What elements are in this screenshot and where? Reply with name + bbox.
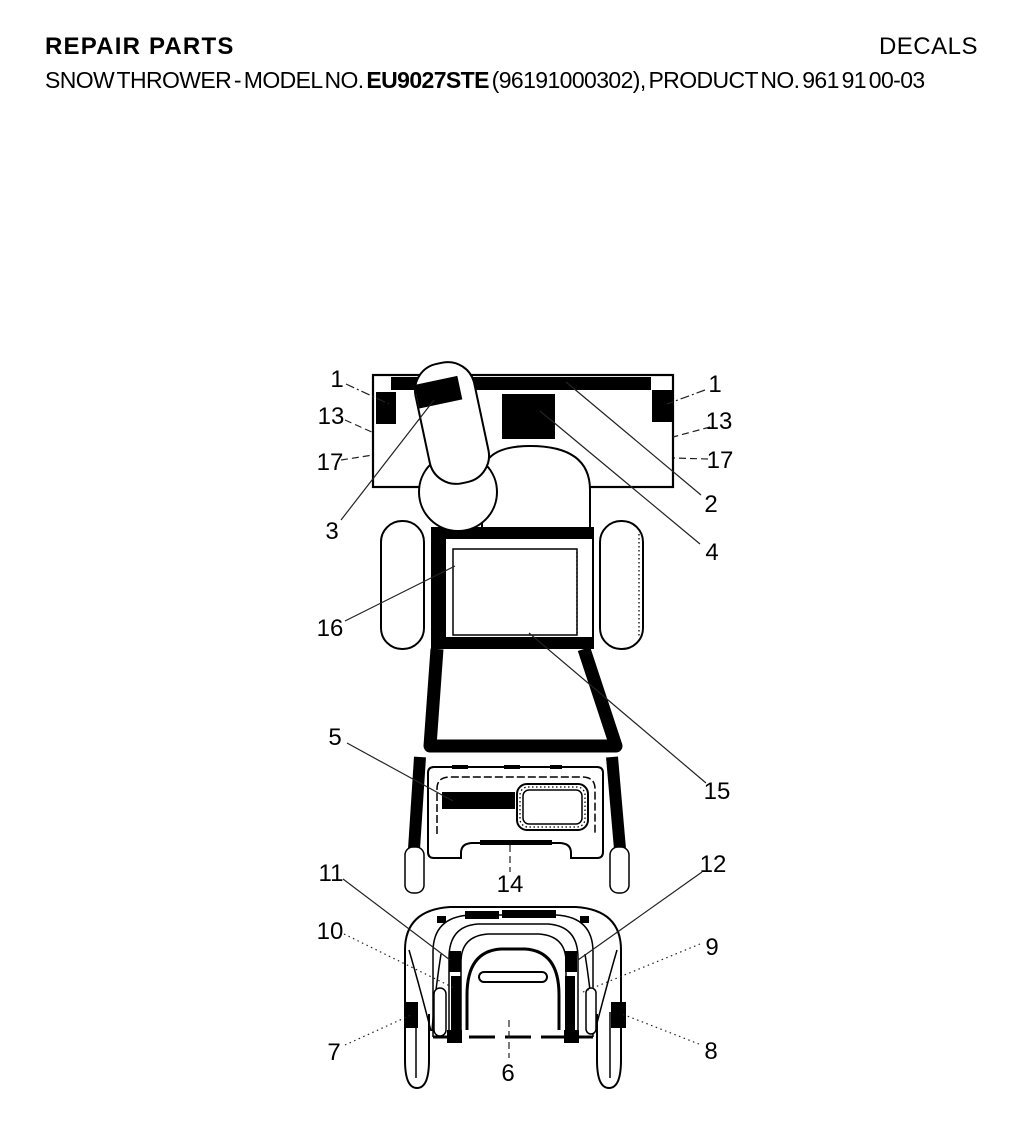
handle-frame-tube <box>430 649 616 746</box>
console-horseshoe <box>467 949 559 1030</box>
callout-2: 2 <box>704 491 718 518</box>
decal-12-patch <box>565 951 577 972</box>
console-top-band <box>437 916 446 923</box>
decal-9-patch <box>565 976 575 1036</box>
right-grip <box>610 847 629 893</box>
right-lower-tube <box>612 757 620 849</box>
callout-14: 14 <box>496 871 524 898</box>
leader-17-right <box>674 458 708 459</box>
leader-11 <box>343 879 450 960</box>
callout-13-right: 13 <box>705 408 733 435</box>
callout-13-left: 13 <box>317 403 345 430</box>
frame-bottom-bar <box>432 637 593 648</box>
decal-1-left <box>376 392 396 424</box>
model-number: EU9027STE <box>366 67 489 93</box>
callout-9: 9 <box>705 934 719 961</box>
callout-1-right: 1 <box>708 371 722 398</box>
callout-12: 12 <box>699 851 727 878</box>
callout-10: 10 <box>316 918 344 945</box>
console-top-band <box>465 911 499 919</box>
leader-13-left <box>345 420 374 433</box>
leader-9 <box>583 944 700 992</box>
callout-17-right: 17 <box>706 447 734 474</box>
panel-tick <box>550 765 562 769</box>
callout-1-left: 1 <box>330 366 344 393</box>
model-line-prefix: SNOW THROWER - MODEL NO. <box>45 67 367 93</box>
right-lever <box>586 988 596 1034</box>
leader-17-left <box>341 455 373 460</box>
model-line-suffix: (96191000302), PRODUCT NO. 961 91 00-03 <box>488 67 925 93</box>
callout-7: 7 <box>327 1039 341 1066</box>
decal-16-panel <box>453 549 577 635</box>
decal-11-patch <box>449 951 461 972</box>
frame-left-post <box>432 528 446 648</box>
console-top-band <box>502 910 556 918</box>
panel-tick <box>504 765 520 769</box>
callout-3: 3 <box>325 518 339 545</box>
belt-cover-dome <box>482 446 590 530</box>
leader-7 <box>345 1015 411 1045</box>
left-lever <box>434 988 446 1036</box>
callout-11: 11 <box>318 860 344 887</box>
right-wheel <box>600 521 643 649</box>
callout-6: 6 <box>501 1060 515 1087</box>
decal-10-patch <box>451 976 461 1036</box>
callout-15: 15 <box>703 778 731 805</box>
panel-tick <box>452 765 468 769</box>
left-grip <box>405 847 424 893</box>
leader-12 <box>578 872 702 960</box>
leader-8 <box>622 1014 699 1044</box>
page-title: REPAIR PARTS <box>45 33 235 60</box>
section-title: DECALS <box>878 33 978 60</box>
panel-screen-inner <box>523 790 582 824</box>
leader-13-right <box>673 427 710 437</box>
callout-16: 16 <box>316 615 344 642</box>
callout-5: 5 <box>328 724 342 751</box>
callout-17-left: 17 <box>316 449 344 476</box>
panel-arch-bar <box>480 840 552 845</box>
callout-4: 4 <box>705 539 719 566</box>
console-slot <box>479 972 547 982</box>
decal-7-patch <box>404 1002 418 1028</box>
decal-1-right <box>652 390 673 422</box>
callout-8: 8 <box>704 1038 718 1065</box>
console-top-band <box>580 916 589 923</box>
left-lower-tube <box>414 757 420 849</box>
